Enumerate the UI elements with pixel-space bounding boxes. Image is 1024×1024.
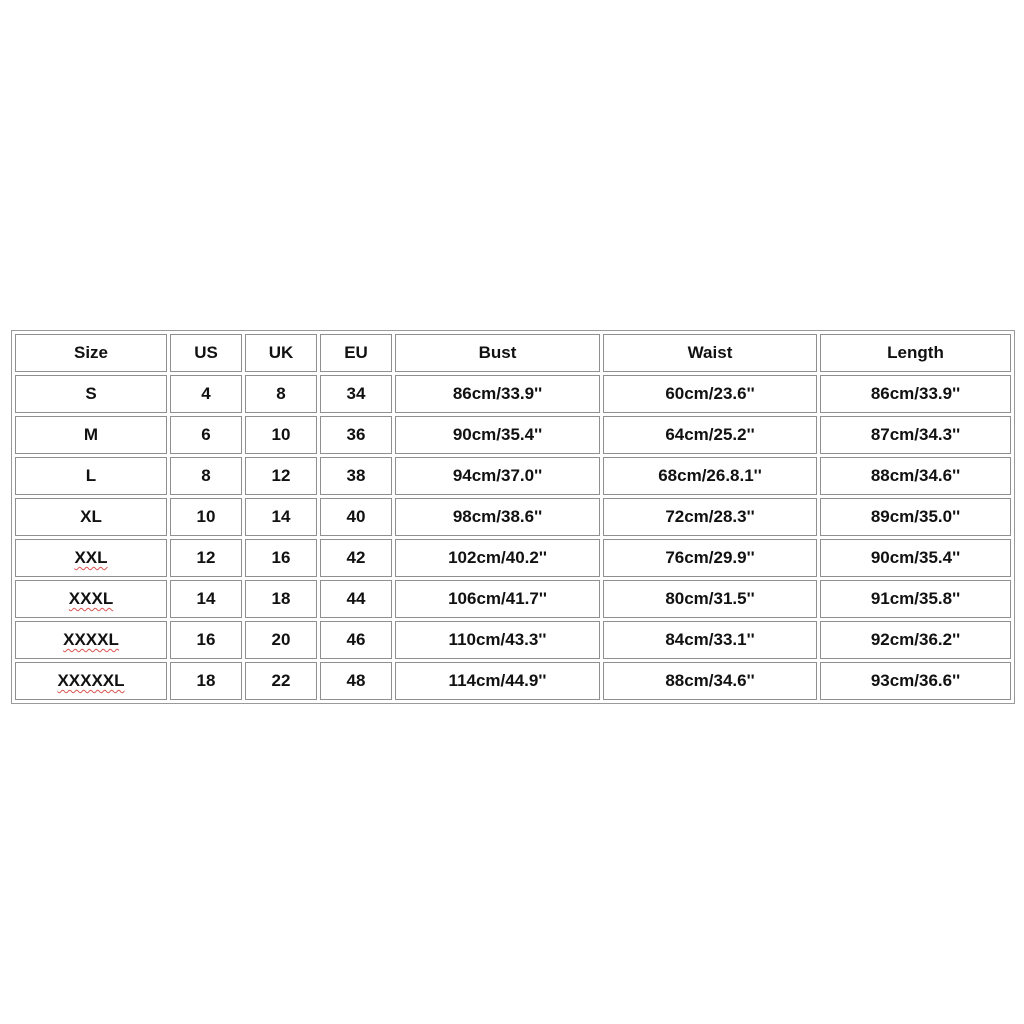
size-label: L: [85, 466, 97, 485]
cell-size: [15, 375, 167, 413]
header-us: US: [170, 334, 242, 372]
size-label: XXXXXL: [57, 671, 125, 690]
cell-waist: 68cm/26.8.1'': [603, 457, 817, 495]
cell-eu: 38: [320, 457, 392, 495]
cell-length: 88cm/34.6'': [820, 457, 1011, 495]
cell-bust: 86cm/33.9'': [395, 375, 600, 413]
cell-waist: 80cm/31.5'': [603, 580, 817, 618]
cell-eu: 40: [320, 498, 392, 536]
header-eu: EU: [320, 334, 392, 372]
cell-bust: 98cm/38.6'': [395, 498, 600, 536]
cell-us: 8: [170, 457, 242, 495]
cell-us: 12: [170, 539, 242, 577]
cell-us: 18: [170, 662, 242, 700]
cell-uk: 12: [245, 457, 317, 495]
cell-bust: 114cm/44.9'': [395, 662, 600, 700]
cell-uk: 18: [245, 580, 317, 618]
cell-us: 4: [170, 375, 242, 413]
cell-eu: 46: [320, 621, 392, 659]
cell-waist: 84cm/33.1'': [603, 621, 817, 659]
cell-length: 90cm/35.4'': [820, 539, 1011, 577]
cell-uk: 22: [245, 662, 317, 700]
cell-waist: 76cm/29.9'': [603, 539, 817, 577]
header-length: Length: [820, 334, 1011, 372]
cell-eu: 36: [320, 416, 392, 454]
cell-uk: 14: [245, 498, 317, 536]
size-label: XXL: [74, 548, 108, 567]
cell-size: [15, 457, 167, 495]
cell-size: [15, 498, 167, 536]
cell-length: 92cm/36.2'': [820, 621, 1011, 659]
cell-waist: 64cm/25.2'': [603, 416, 817, 454]
cell-eu: 44: [320, 580, 392, 618]
cell-length: 89cm/35.0'': [820, 498, 1011, 536]
cell-us: 14: [170, 580, 242, 618]
table-row: [15, 580, 1011, 618]
cell-bust: 106cm/41.7'': [395, 580, 600, 618]
cell-size: [15, 539, 167, 577]
cell-uk: 10: [245, 416, 317, 454]
cell-size: [15, 580, 167, 618]
table-row: [15, 539, 1011, 577]
cell-length: 91cm/35.8'': [820, 580, 1011, 618]
table-row: [15, 457, 1011, 495]
cell-eu: 42: [320, 539, 392, 577]
cell-uk: 8: [245, 375, 317, 413]
size-chart-table: [11, 330, 1015, 704]
cell-us: 10: [170, 498, 242, 536]
cell-eu: 34: [320, 375, 392, 413]
cell-bust: 102cm/40.2'': [395, 539, 600, 577]
cell-waist: 88cm/34.6'': [603, 662, 817, 700]
cell-size: [15, 621, 167, 659]
cell-size: [15, 662, 167, 700]
table-header-row: [15, 334, 1011, 372]
size-label: M: [83, 425, 99, 444]
cell-bust: 94cm/37.0'': [395, 457, 600, 495]
size-label: XXXL: [68, 589, 114, 608]
cell-length: 86cm/33.9'': [820, 375, 1011, 413]
table-row: [15, 416, 1011, 454]
cell-length: 87cm/34.3'': [820, 416, 1011, 454]
header-waist: Waist: [603, 334, 817, 372]
cell-uk: 16: [245, 539, 317, 577]
header-size: Size: [15, 334, 167, 372]
cell-eu: 48: [320, 662, 392, 700]
cell-us: 16: [170, 621, 242, 659]
cell-uk: 20: [245, 621, 317, 659]
size-label: S: [85, 384, 97, 403]
table-row: [15, 498, 1011, 536]
cell-bust: 90cm/35.4'': [395, 416, 600, 454]
table-row: [15, 662, 1011, 700]
header-uk: UK: [245, 334, 317, 372]
cell-length: 93cm/36.6'': [820, 662, 1011, 700]
size-label: XXXXL: [63, 630, 119, 649]
table-row: [15, 621, 1011, 659]
size-label: XL: [80, 507, 102, 526]
table-row: [15, 375, 1011, 413]
cell-waist: 60cm/23.6'': [603, 375, 817, 413]
header-bust: Bust: [395, 334, 600, 372]
cell-waist: 72cm/28.3'': [603, 498, 817, 536]
cell-us: 6: [170, 416, 242, 454]
cell-size: [15, 416, 167, 454]
cell-bust: 110cm/43.3'': [395, 621, 600, 659]
